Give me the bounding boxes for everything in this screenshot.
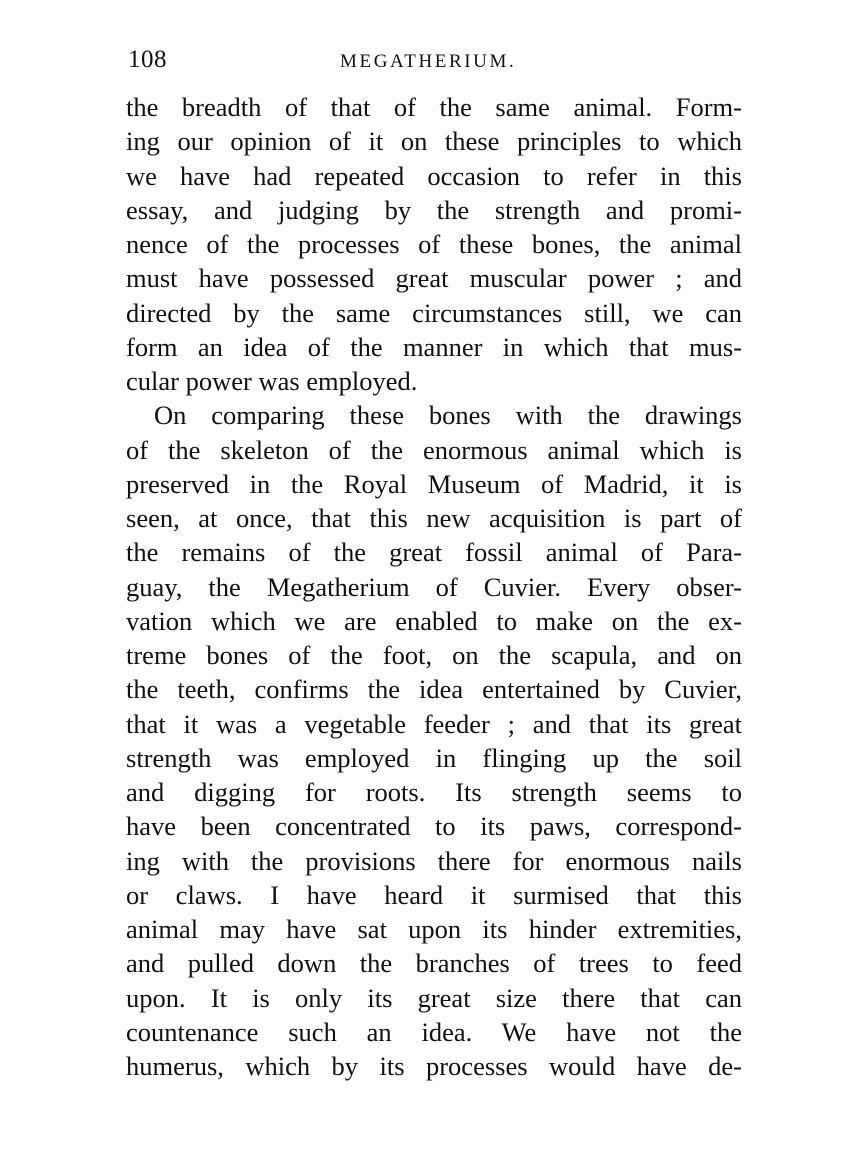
- text-line: and pulled down the branches of trees to feed: [126, 948, 742, 979]
- text-line: the teeth, confirms the idea entertained by Cuvier,: [126, 674, 742, 705]
- running-title: MEGATHERIUM.: [340, 51, 517, 72]
- text-line: and digging for roots. Its strength seems to: [126, 777, 742, 807]
- text-line: we have had repeated occasion to refer in this: [126, 160, 742, 191]
- text-line: seen, at once, that this new acquisition is part of: [126, 503, 742, 533]
- text-line: humerus, which by its processes would have de-: [126, 1051, 742, 1081]
- text-line: guay, the Megatherium of Cuvier. Every obser-: [126, 571, 742, 602]
- text-line: essay, and judging by the strength and promi-: [126, 194, 742, 225]
- text-line: countenance such an idea. We have not the: [126, 1016, 742, 1047]
- text-line: the breadth of that of the same animal. Form-: [126, 92, 742, 122]
- text-line: ing with the provisions there for enormous nails: [126, 845, 742, 876]
- text-line: On comparing these bones with the drawings: [154, 400, 742, 431]
- text-line: or claws. I have heard it surmised that this: [126, 879, 742, 910]
- text-line: the remains of the great fossil animal of Para-: [126, 537, 742, 568]
- text-line: preserved in the Royal Museum of Madrid, it is: [126, 468, 742, 499]
- text-line: must have possessed great muscular power ; and: [126, 263, 742, 294]
- text-line: cular power was employed.: [126, 366, 418, 396]
- text-line: strength was employed in flinging up the soil: [126, 742, 742, 773]
- text-line: have been concentrated to its paws, correspond-: [126, 811, 742, 842]
- text-line: directed by the same circumstances still, we can: [126, 297, 742, 328]
- page-number: 108: [128, 46, 167, 73]
- text-line: ing our opinion of it on these principles to which: [126, 126, 742, 157]
- body-text: [126, 90, 742, 1083]
- running-head: [128, 44, 740, 80]
- text-line: form an idea of the manner in which that mus-: [126, 331, 742, 362]
- text-line: of the skeleton of the enormous animal which is: [126, 434, 742, 465]
- text-line: vation which we are enabled to make on the ex-: [126, 605, 742, 636]
- text-line: treme bones of the foot, on the scapula, and on: [126, 640, 742, 670]
- text-line: that it was a vegetable feeder ; and that its great: [126, 708, 742, 739]
- text-line: animal may have sat upon its hinder extremities,: [126, 914, 742, 944]
- text-line: upon. It is only its great size there that can: [126, 982, 742, 1013]
- text-line: nence of the processes of these bones, the animal: [126, 229, 742, 259]
